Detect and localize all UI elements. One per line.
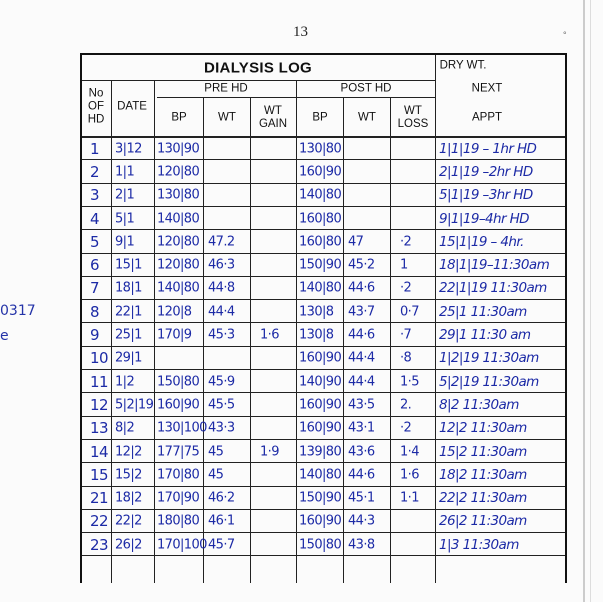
cell-appt: 25|1 11:30am [439, 303, 527, 320]
cell-pre-wt: 45·9 [208, 374, 235, 390]
cell-post-bp: 140|80 [299, 467, 342, 483]
cell-date: 18|1 [115, 280, 142, 296]
cell-pre-bp: 170|9 [157, 327, 192, 343]
cell-pre-bp: 177|75 [157, 444, 200, 460]
cell-post-wt: 43·5 [348, 397, 375, 413]
cell-no: 3 [90, 186, 99, 205]
cell-post-bp: 160|90 [299, 164, 342, 180]
header-of: OF [88, 100, 104, 113]
cell-no: 2 [90, 162, 99, 181]
cell-appt: 2|1|19 –2hr HD [439, 163, 533, 180]
cell-post-bp: 140|90 [299, 374, 342, 390]
cell-no: 12 [90, 395, 108, 414]
cell-date: 1|2 [115, 374, 135, 390]
cell-appt: 9|1|19–4hr HD [439, 210, 529, 227]
header-wt-loss-2: LOSS [397, 118, 429, 130]
header-date: DATE [117, 100, 147, 113]
cell-loss: ·2 [400, 420, 412, 436]
header-post-wt: WT [358, 111, 376, 124]
cell-pre-bp: 180|80 [157, 513, 200, 529]
cell-date: 1|1 [115, 164, 135, 180]
cell-appt: 22|1|19 11:30am [439, 280, 547, 297]
cell-post-wt: 44·6 [348, 280, 375, 296]
cell-loss: 1·1 [400, 490, 419, 506]
cell-pre-bp: 150|80 [157, 374, 200, 390]
cell-no: 1 [90, 139, 99, 158]
cell-appt: 1|2|19 11:30am [439, 350, 539, 367]
cell-appt: 22|2 11:30am [439, 490, 527, 507]
cell-no: 15 [90, 465, 108, 484]
header-no: No [88, 87, 104, 100]
header-post-hd: POST HD [340, 82, 392, 95]
cell-appt: 15|2 11:30am [439, 443, 527, 460]
cell-post-bp: 150|90 [299, 257, 342, 273]
cell-appt: 5|2|19 11:30am [439, 373, 539, 390]
cell-appt: 5|1|19 –3hr HD [439, 187, 533, 204]
col-line [154, 80, 155, 583]
cell-pre-wt: 45 [208, 467, 224, 483]
cell-pre-wt: 45·5 [208, 397, 235, 413]
cell-no: 22 [90, 512, 108, 531]
cell-pre-wt: 46·1 [208, 513, 235, 529]
cell-date: 15|1 [115, 257, 142, 273]
cell-date: 29|1 [115, 350, 142, 366]
cell-post-bp: 130|8 [299, 304, 334, 320]
cell-appt: 26|2 11:30am [439, 513, 527, 530]
cell-post-wt: 43·7 [348, 304, 375, 320]
cell-loss: 1·5 [400, 374, 419, 390]
cell-no: 4 [90, 209, 99, 228]
margin-note-line-2: e [0, 328, 9, 344]
header-no-of-hd [88, 88, 105, 127]
cell-pre-bp: 130|100 [157, 420, 207, 436]
page-number: 13 [293, 24, 308, 40]
cell-post-wt: 45·1 [348, 490, 375, 506]
cell-no: 7 [90, 279, 99, 298]
cell-date: 8|2 [115, 420, 135, 436]
cell-post-bp: 160|80 [299, 234, 342, 250]
col-line [250, 97, 251, 583]
cell-post-wt: 44·4 [348, 374, 375, 390]
cell-loss: ·7 [400, 327, 412, 343]
header-wt-gain [259, 105, 287, 131]
cell-no: 5 [90, 232, 99, 251]
cell-date: 15|2 [115, 467, 142, 483]
cell-post-wt: 43·6 [348, 444, 375, 460]
cell-appt: 18|2 11:30am [439, 466, 527, 483]
cell-pre-wt: 45·3 [208, 327, 235, 343]
cell-post-bp: 139|80 [299, 444, 342, 460]
cell-pre-wt: 44·4 [208, 304, 235, 320]
cell-pre-bp: 130|80 [157, 187, 200, 203]
cell-post-wt: 44·6 [348, 327, 375, 343]
cell-loss: 1·4 [400, 444, 419, 460]
cell-no: 11 [90, 372, 108, 391]
cell-date: 9|1 [115, 234, 135, 250]
cell-pre-wt: 46·3 [208, 257, 235, 273]
margin-note-line-1: 0317 [0, 303, 36, 319]
cell-date: 22|2 [115, 513, 142, 529]
cell-no: 23 [90, 535, 108, 554]
cell-post-bp: 160|90 [299, 397, 342, 413]
cell-post-bp: 150|80 [299, 537, 342, 553]
header-appt: APPT [471, 111, 503, 124]
cell-date: 26|2 [115, 537, 142, 553]
cell-pre-bp: 140|80 [157, 280, 200, 296]
cell-post-bp: 160|80 [299, 211, 342, 227]
cell-pre-bp: 170|100 [157, 537, 207, 553]
cell-pre-bp: 160|90 [157, 397, 200, 413]
col-line [203, 97, 204, 583]
cell-loss: 2. [400, 397, 412, 413]
header-wt-loss-1: WT [404, 105, 422, 117]
cell-pre-bp: 120|80 [157, 234, 200, 250]
header-post-bp: BP [312, 111, 328, 124]
cell-pre-wt: 44·8 [208, 280, 235, 296]
cell-post-bp: 140|80 [299, 280, 342, 296]
cell-loss: ·2 [400, 280, 412, 296]
header-pre-bp: BP [171, 111, 187, 124]
cell-appt: 1|3 11:30am [439, 536, 519, 553]
header-wt-loss [398, 105, 429, 131]
page-edge [583, 0, 585, 602]
cell-appt: 18|1|19–11:30am [439, 257, 550, 274]
cell-gain: 1·6 [260, 327, 279, 343]
cell-loss: ·8 [400, 350, 412, 366]
corner-mark: ° [563, 30, 567, 40]
cell-date: 3|12 [115, 141, 142, 157]
cell-appt: 8|2 11:30am [439, 396, 519, 413]
cell-loss: ·2 [400, 234, 412, 250]
cell-post-wt: 44·4 [348, 350, 375, 366]
col-line [343, 97, 344, 583]
cell-post-bp: 130|8 [299, 327, 334, 343]
cell-gain: 1·9 [260, 444, 279, 460]
cell-no: 6 [90, 256, 99, 275]
dry-wt-label: DRY WT. [439, 59, 487, 72]
header-pre-hd: PRE HD [204, 82, 248, 95]
cell-appt: 15|1|19 – 4hr. [439, 233, 524, 250]
col-line [390, 97, 391, 583]
header-wt-gain-1: WT [264, 105, 282, 117]
cell-date: 5|1 [115, 211, 135, 227]
cell-post-bp: 160|90 [299, 420, 342, 436]
cell-post-bp: 160|90 [299, 350, 342, 366]
header-wt-gain-2: GAIN [258, 118, 288, 130]
cell-loss: 0·7 [400, 304, 419, 320]
cell-date: 25|1 [115, 327, 142, 343]
header-hd: HD [87, 113, 105, 126]
cell-date: 22|1 [115, 304, 142, 320]
cell-pre-bp: 120|80 [157, 257, 200, 273]
cell-post-wt: 44·3 [348, 513, 375, 529]
cell-appt: 12|2 11:30am [439, 420, 527, 437]
cell-pre-bp: 140|80 [157, 211, 200, 227]
cell-date: 18|2 [115, 490, 142, 506]
dialysis-log-table [80, 53, 567, 583]
cell-pre-bp: 130|90 [157, 141, 200, 157]
cell-no: 9 [90, 326, 99, 345]
cell-pre-bp: 170|80 [157, 467, 200, 483]
cell-no: 21 [90, 489, 108, 508]
cell-pre-bp: 120|80 [157, 164, 200, 180]
cell-date: 12|2 [115, 444, 142, 460]
page-edge-inner [590, 0, 591, 602]
cell-post-bp: 140|80 [299, 187, 342, 203]
cell-no: 8 [90, 302, 99, 321]
cell-loss: 1·6 [400, 467, 419, 483]
cell-no: 13 [90, 419, 108, 438]
cell-post-bp: 150|90 [299, 490, 342, 506]
cell-post-wt: 45·2 [348, 257, 375, 273]
col-line [296, 80, 297, 583]
header-next: NEXT [471, 82, 503, 95]
cell-loss: 1 [400, 257, 408, 273]
cell-post-wt: 43·1 [348, 420, 375, 436]
cell-post-wt: 44·6 [348, 467, 375, 483]
cell-pre-wt: 45·7 [208, 537, 235, 553]
cell-date: 2|1 [115, 187, 135, 203]
cell-no: 10 [90, 349, 108, 368]
cell-pre-wt: 46·2 [208, 490, 235, 506]
cell-appt: 29|1 11:30 am [439, 327, 531, 344]
cell-pre-wt: 47.2 [208, 234, 235, 250]
log-title: DIALYSIS LOG [203, 59, 313, 77]
cell-date: 5|2|19 [115, 397, 154, 413]
cell-post-wt: 43·8 [348, 537, 375, 553]
cell-post-bp: 160|90 [299, 513, 342, 529]
cell-pre-wt: 45 [208, 444, 224, 460]
col-line [111, 80, 112, 583]
cell-pre-wt: 43·3 [208, 420, 235, 436]
header-pre-wt: WT [218, 111, 236, 124]
cell-appt: 1|1|19 – 1hr HD [439, 140, 537, 157]
col-line-dry-wt [435, 55, 436, 583]
cell-pre-bp: 120|8 [157, 304, 192, 320]
title-underline [82, 80, 435, 81]
cell-post-wt: 47 [348, 234, 364, 250]
cell-pre-bp: 170|90 [157, 490, 200, 506]
cell-no: 14 [90, 442, 108, 461]
cell-post-bp: 130|80 [299, 141, 342, 157]
